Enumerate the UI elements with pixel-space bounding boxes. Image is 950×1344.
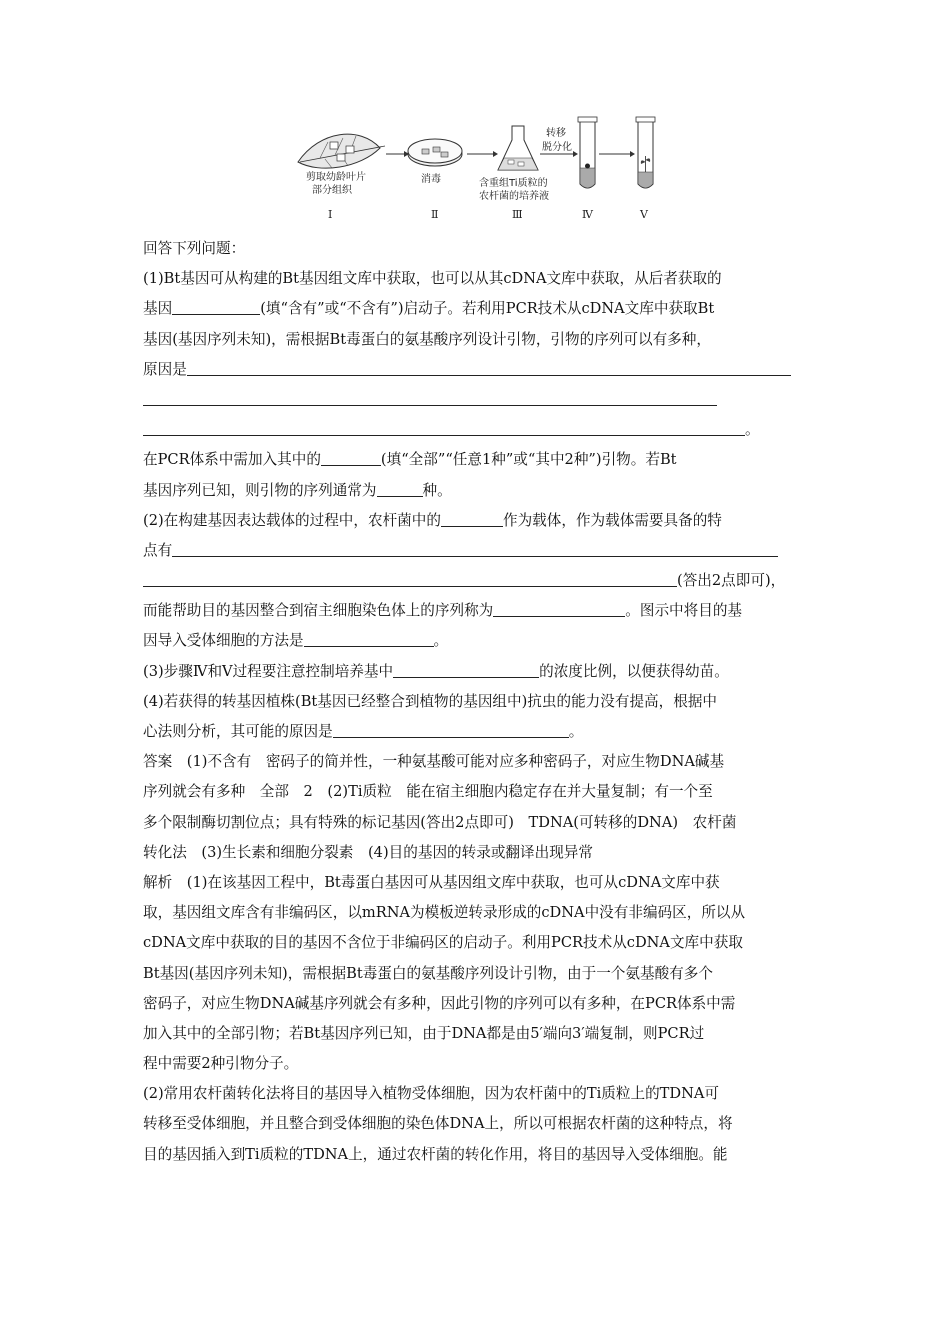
dedifferentiation-label: 脱分化 xyxy=(542,142,572,153)
q1-line-g: 在PCR体系中需加入其中的 (填“全部”“任意1种”或“其中2种”)引物。若Bt xyxy=(143,445,823,475)
q1-line-f: 。 xyxy=(143,415,823,445)
arrow-4-icon xyxy=(599,151,635,157)
analysis-line-1: 解析 (1)在该基因工程中，Bt毒蛋白基因可从基因组文库中获取，也可从cDNA文库中获 xyxy=(143,873,720,891)
step-3-label-line1: 含重组Ti质粒的 xyxy=(479,178,548,189)
step-1-label-line2: 部分组织 xyxy=(312,185,352,196)
answer-blank[interactable] xyxy=(143,568,677,587)
arrow-1-icon xyxy=(386,151,409,157)
step-2-label: 消毒 xyxy=(421,174,441,185)
q2-line-b: 点有 xyxy=(143,536,823,566)
analysis-line-9: 转移至受体细胞，并且整合到受体细胞的染色体DNA上，所以可根据农杆菌的这种特点，将 xyxy=(143,1115,733,1133)
numeral-3: Ⅲ xyxy=(512,208,523,221)
petri-dish-image xyxy=(408,139,462,166)
analysis-line-3: cDNA文库中获取的目的基因不含位于非编码区的启动子。利用PCR技术从cDNA文库中获取 xyxy=(143,934,743,952)
analysis-line-7: 程中需要2种引物分子。 xyxy=(143,1055,299,1073)
answer-line-4: 转化法 (3)生长素和细胞分裂素 (4)目的基因的转录或翻译出现异常 xyxy=(143,843,593,861)
q1-line-b: 基因 (填“含有”或“不含有”)启动子。若利用PCR技术从cDNA文库中获取Bt xyxy=(143,294,823,324)
q1-line-h: 基因序列已知，则引物的序列通常为 种。 xyxy=(143,476,823,506)
numeral-1: Ⅰ xyxy=(328,208,333,221)
question-intro: 回答下列问题： xyxy=(143,240,246,257)
transfer-label: 转移 xyxy=(546,128,566,139)
answer-blank[interactable] xyxy=(187,357,791,376)
answer-blank[interactable] xyxy=(143,417,745,436)
answer-line-2: 序列就会有多种 全部 2 (2)Ti质粒 能在宿主细胞内稳定存在并大量复制；有一个至 xyxy=(143,783,713,801)
question-content xyxy=(143,234,823,1170)
q4-line-a: (4)若获得的转基因植株(Bt基因已经整合到植物的基因组中)抗虫的能力没有提高，根据中 xyxy=(143,692,718,710)
leaf-image xyxy=(298,134,385,168)
analysis-line-4: Bt基因(基因序列未知)，需根据Bt毒蛋白的氨基酸序列设计引物，由于一个氨基酸有多个 xyxy=(143,964,713,982)
answer-blank[interactable] xyxy=(333,719,569,738)
answer-blank[interactable] xyxy=(393,659,539,678)
flask-image xyxy=(498,126,538,170)
q2-line-a: (2)在构建基因表达载体的过程中，农杆菌中的 作为载体，作为载体需要具备的特 xyxy=(143,506,823,536)
answer-blank[interactable] xyxy=(172,538,778,557)
analysis-line-8: (2)常用农杆菌转化法将目的基因导入植物受体细胞，因为农杆菌中的Ti质粒上的TDNA可 xyxy=(143,1085,720,1103)
answer-blank[interactable] xyxy=(441,508,503,527)
q4-line-b: 心法则分析，其可能的原因是 。 xyxy=(143,717,823,747)
numeral-4: Ⅳ xyxy=(582,208,593,221)
q1-line-e xyxy=(143,385,823,415)
analysis-line-6: 加入其中的全部引物；若Bt基因序列已知，由于DNA都是由5′端向3′端复制，则PCR过 xyxy=(143,1024,705,1042)
analysis-line-10: 目的基因插入到Ti质粒的TDNA上，通过农杆菌的转化作用，将目的基因导入受体细胞。能 xyxy=(143,1145,728,1163)
q3-line-a: (3)步骤Ⅳ和Ⅴ过程要注意控制培养基中 的浓度比例，以便获得幼苗。 xyxy=(143,657,823,687)
answer-blank[interactable] xyxy=(377,478,423,497)
test-tube-v-image xyxy=(636,117,655,188)
numeral-2: Ⅱ xyxy=(431,208,439,221)
q2-line-d: 而能帮助目的基因整合到宿主细胞染色体上的序列称为 。图示中将目的基 xyxy=(143,596,823,626)
q1-line-c: 基因(基因序列未知)，需根据Bt毒蛋白的氨基酸序列设计引物，引物的序列可以有多种， xyxy=(143,330,711,348)
test-tube-iv-image xyxy=(578,117,597,188)
experiment-diagram xyxy=(290,112,670,230)
q2-line-e: 因导入受体细胞的方法是 。 xyxy=(143,626,823,656)
q2-line-c: (答出2点即可)， xyxy=(143,566,823,596)
answer-blank[interactable] xyxy=(321,447,381,466)
q1-line-a: (1)Bt基因可从构建的Bt基因组文库中获取，也可以从其cDNA文库中获取，从后者获取的 xyxy=(143,270,722,288)
answer-line-3: 多个限制酶切割位点；具有特殊的标记基因(答出2点即可) TDNA(可转移的DNA) 农杆菌 xyxy=(143,813,737,831)
arrow-2-icon xyxy=(467,151,498,157)
numeral-5: Ⅴ xyxy=(640,208,648,221)
analysis-line-5: 密码子，对应生物DNA碱基序列就会有多种，因此引物的序列可以有多种，在PCR体系中需 xyxy=(143,994,736,1012)
step-1-label-line1: 剪取幼龄叶片 xyxy=(306,172,366,183)
answer-blank[interactable] xyxy=(493,598,625,617)
analysis-line-2: 取，基因组文库含有非编码区，以mRNA为模板逆转录形成的cDNA中没有非编码区，所以从 xyxy=(143,904,746,922)
answer-line-1: 答案 (1)不含有 密码子的简并性，一种氨基酸可能对应多种密码子，对应生物DNA碱基 xyxy=(143,753,725,771)
q1-line-d: 原因是 xyxy=(143,355,823,385)
answer-blank[interactable] xyxy=(172,296,260,315)
step-3-label-line2: 农杆菌的培养液 xyxy=(479,191,549,202)
answer-blank[interactable] xyxy=(143,387,717,406)
answer-blank[interactable] xyxy=(304,628,434,647)
